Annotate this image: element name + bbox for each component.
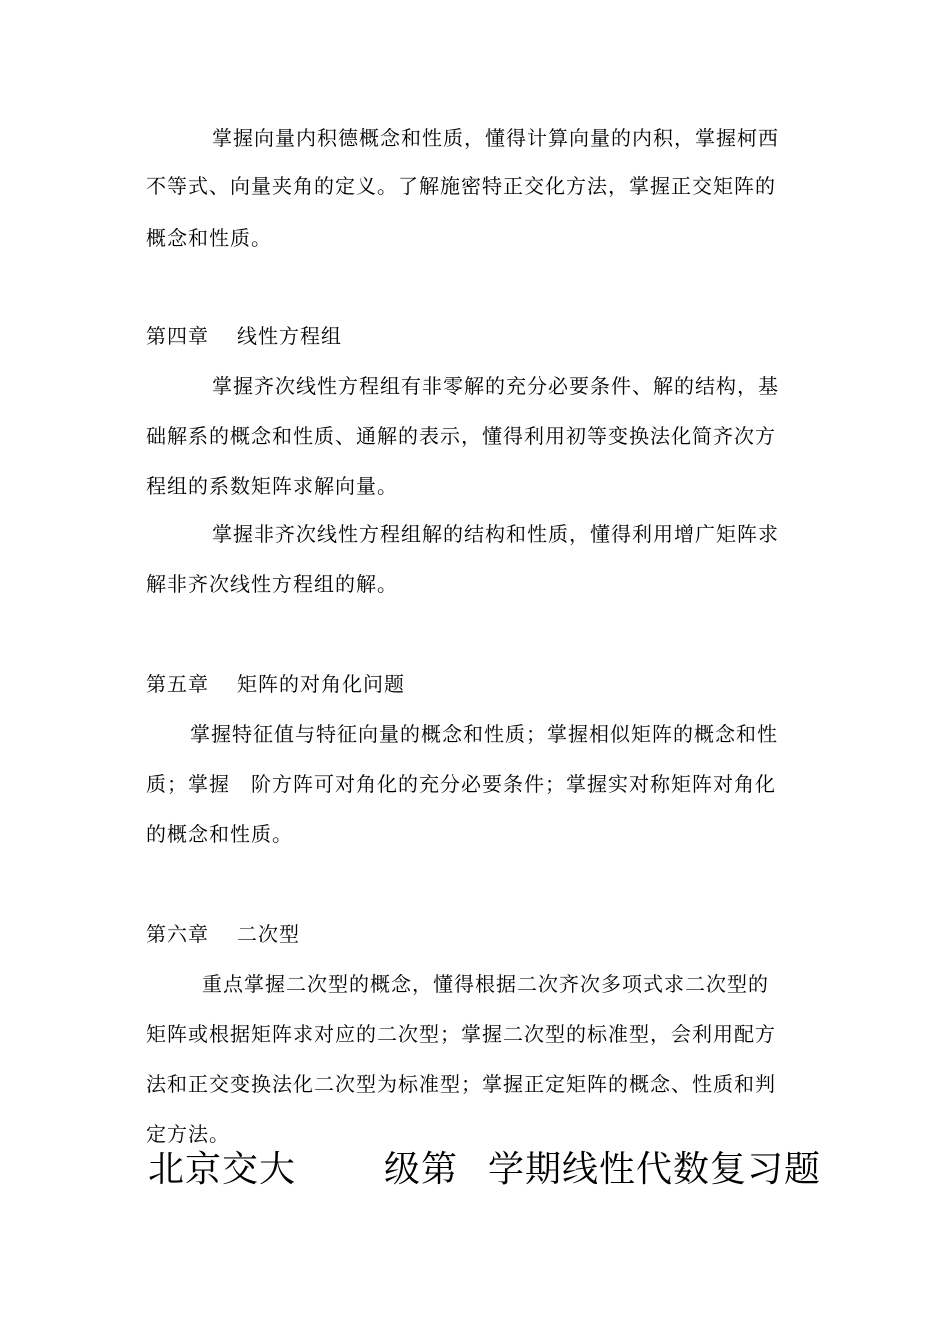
chapter-6-title: 二次型 <box>237 922 300 946</box>
chapter-5-heading <box>146 670 405 698</box>
chapter-4-para2-line-2: 解非齐次线性方程组的解。 <box>146 572 398 596</box>
chapter-4-para1-line-3: 程组的系数矩阵求解向量。 <box>146 474 398 498</box>
chapter-6-para1-line-4: 定方法。 <box>146 1122 230 1146</box>
chapter-6-number: 第六章 <box>146 922 209 946</box>
chapter-5-title: 矩阵的对角化问题 <box>237 672 405 696</box>
chapter-6-heading <box>146 920 300 948</box>
chapter-6-para1-line-3: 法和正交变换法化二次型为标准型；掌握正定矩阵的概念、性质和判 <box>146 1072 776 1096</box>
chapter-4-para1-line-2: 础解系的概念和性质、通解的表示，懂得利用初等变换法化简齐次方 <box>146 424 776 448</box>
chapter-4-para2-line-1: 掌握非齐次线性方程组解的结构和性质，懂得利用增广矩阵求 <box>212 522 779 546</box>
chapter-6-para1-line-1: 重点掌握二次型的概念，懂得根据二次齐次多项式求二次型的 <box>202 972 769 996</box>
chapter-4-para1-line-1: 掌握齐次线性方程组有非零解的充分必要条件、解的结构，基 <box>212 374 779 398</box>
chapter-4-number: 第四章 <box>146 324 209 348</box>
title-part-2: 级第 <box>384 1149 459 1190</box>
title-part-1: 北京交大 <box>148 1149 297 1190</box>
chapter-5-number: 第五章 <box>146 672 209 696</box>
intro-line-2: 不等式、向量夹角的定义。了解施密特正交化方法，掌握正交矩阵的 <box>146 174 776 198</box>
chapter-6-para1-line-2: 矩阵或根据矩阵求对应的二次型；掌握二次型的标准型，会利用配方 <box>146 1022 776 1046</box>
intro-line-1: 掌握向量内积德概念和性质，懂得计算向量的内积，掌握柯西 <box>212 126 779 150</box>
document-title <box>148 1148 821 1192</box>
chapter-5-para1-line-1: 掌握特征值与特征向量的概念和性质；掌握相似矩阵的概念和性 <box>190 722 778 746</box>
chapter-5-para1-line-3: 的概念和性质。 <box>146 822 293 846</box>
title-part-3: 学期线性代数复习题 <box>488 1149 822 1190</box>
chapter-4-heading <box>146 322 342 350</box>
intro-line-3: 概念和性质。 <box>146 226 272 250</box>
chapter-5-para1-line-2: 质；掌握 阶方阵可对角化的充分必要条件；掌握实对称矩阵对角化 <box>146 772 776 796</box>
chapter-4-title: 线性方程组 <box>237 324 342 348</box>
